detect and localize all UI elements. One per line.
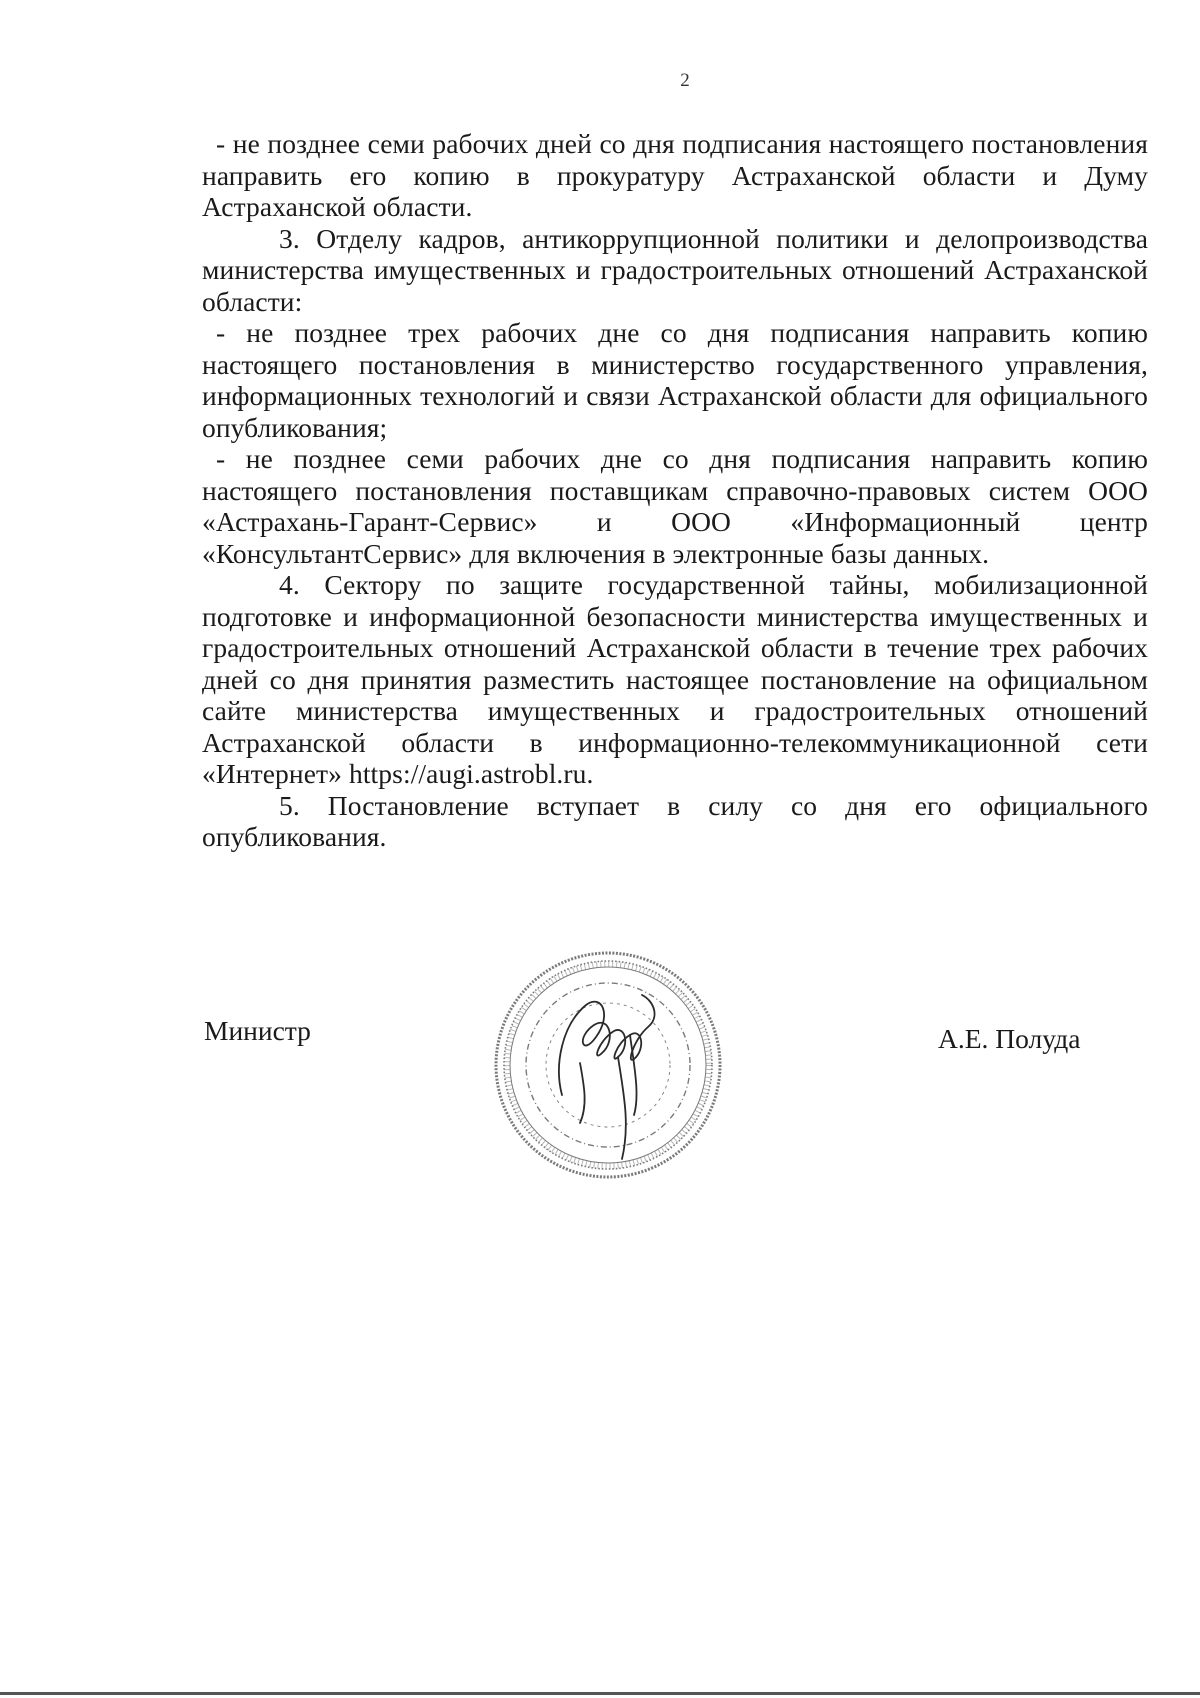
paragraph-dash-publication: - не позднее трех рабочих дне со дня подписания направить копию настоящего постановления в министерство государственного управления, информационных технологий и связи Астраханской области для официального опубликования; [202,317,1148,443]
page-bottom-edge [0,1692,1200,1695]
paragraph-item-5: 5. Постановление вступает в силу со дня его официального опубликования. [202,789,1148,852]
paragraph-item-4: 4. Сектору по защите государственной тайны, мобилизационной подготовке и информационной безопасности министерства имущественных и градостроительных отношений Астраханской области в течение трех рабочих дней со дня принятия разместить настоящее постановление на официальном сайте министерства имущественных и градостроительных отношений Астраханской области в информационно-телекоммуникационной сети «Интернет» https://augi.astrobl.ru. [202,569,1148,789]
page-number: 2 [680,70,690,91]
signer-title: Министр [204,1015,311,1046]
handwritten-signature-icon [559,995,655,1159]
seal-icon [496,953,720,1177]
paragraph-dash-prosecutor: - не позднее семи рабочих дней со дня подписания настоящего постановления направить его копию в прокуратуру Астраханской области и Думу Астраханской области. [202,128,1148,222]
paragraph-item-3: 3. Отделу кадров, антикоррупционной политики и делопроизводства министерства имущественных и градостроительных отношений Астраханской области: [202,222,1148,317]
paragraph-dash-legal-systems: - не позднее семи рабочих дне со дня подписания направить копию настоящего постановления поставщикам справочно-правовых систем ООО «Астрахань-Гарант-Сервис» и ООО «Информационный центр «КонсультантСервис» для включения в электронные базы данных. [202,443,1148,569]
official-seal-with-signature [484,945,732,1185]
document-body [202,128,1148,853]
signer-name: А.Е. Полуда [938,1023,1081,1054]
